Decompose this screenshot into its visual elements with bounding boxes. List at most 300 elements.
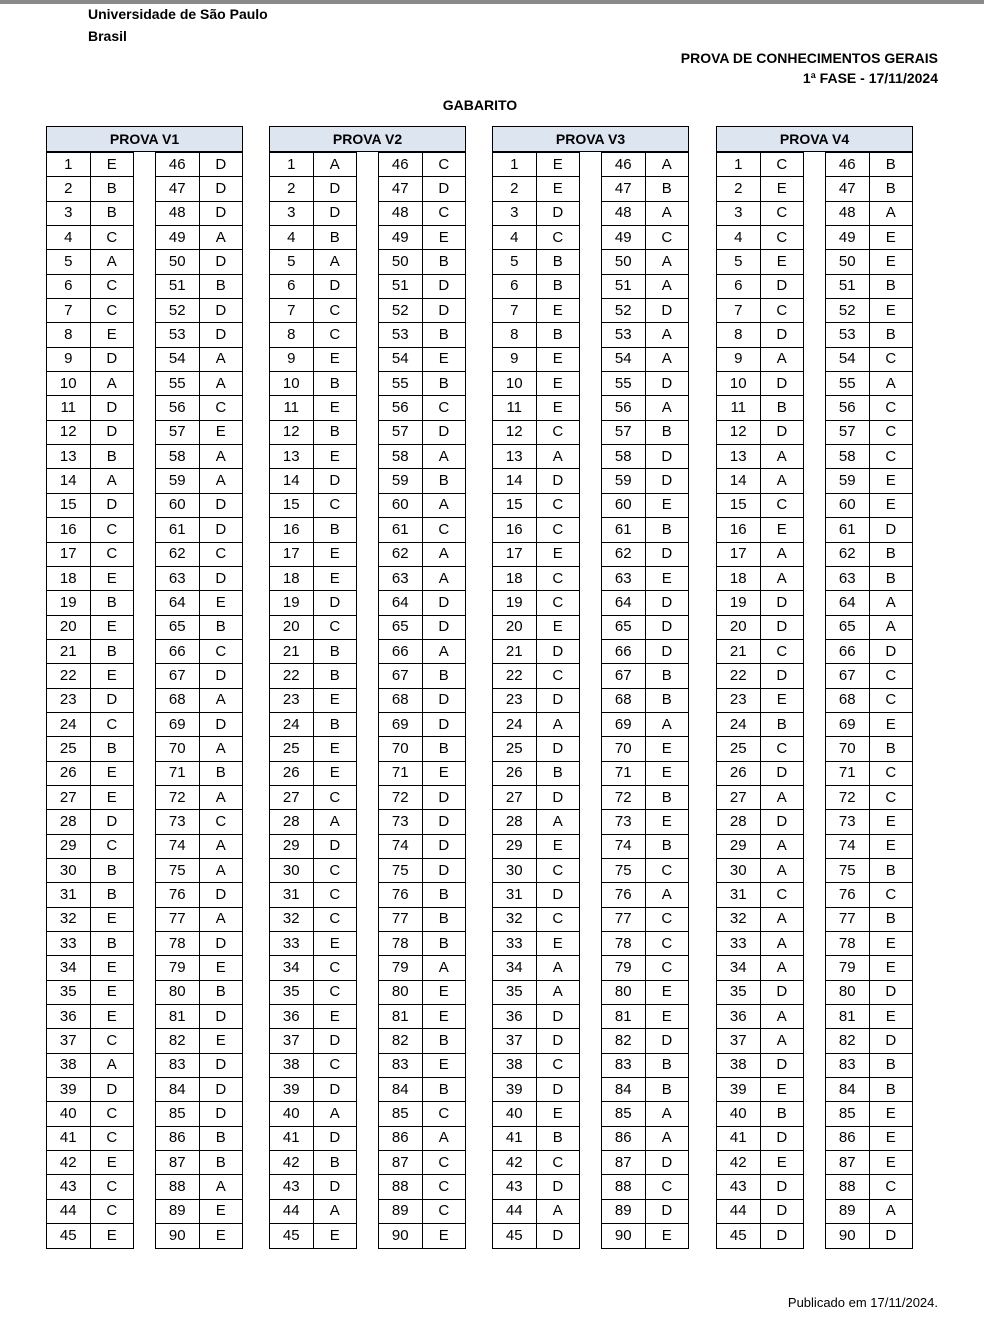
question-number: 81 [379,1005,423,1029]
answer-letter: E [536,834,580,858]
table-row [270,420,357,444]
table-row [156,1053,243,1077]
table-row [826,932,913,956]
table-row [602,737,689,761]
question-number: 53 [379,323,423,347]
question-number: 69 [826,712,870,736]
question-number: 48 [379,201,423,225]
answer-letter: E [422,226,466,250]
question-number: 5 [270,250,314,274]
question-number: 52 [156,299,200,323]
answer-letter: E [869,1005,913,1029]
table-row [270,518,357,542]
question-number: 44 [717,1199,761,1223]
answer-letter: C [645,226,689,250]
question-number: 23 [717,688,761,712]
question-number: 46 [602,153,646,177]
table-row [493,1005,580,1029]
question-number: 11 [270,396,314,420]
table-row [717,664,804,688]
answer-letter: B [422,664,466,688]
table-row [493,1029,580,1053]
answer-letter: B [645,785,689,809]
table-row [602,372,689,396]
answer-letter: A [199,1175,243,1199]
question-number: 56 [379,396,423,420]
answer-letter: E [645,1224,689,1249]
question-number: 80 [826,980,870,1004]
question-number: 34 [47,956,91,980]
table-row [47,664,134,688]
question-number: 61 [379,518,423,542]
answer-letter: D [199,323,243,347]
answer-letter: E [199,956,243,980]
question-number: 31 [717,883,761,907]
table-row [826,907,913,931]
table-row [47,810,134,834]
answer-letter: A [869,372,913,396]
question-number: 56 [602,396,646,420]
answer-letter: C [645,1175,689,1199]
table-row [717,1175,804,1199]
table-row [47,1078,134,1102]
table-row [156,615,243,639]
answer-letter: A [422,566,466,590]
answer-letter: A [199,372,243,396]
question-number: 17 [493,542,537,566]
question-number: 21 [493,639,537,663]
table-row [379,883,466,907]
question-number: 49 [826,226,870,250]
answer-letter: D [645,1199,689,1223]
table-row [602,153,689,177]
table-row [156,932,243,956]
answer-letter: B [313,639,357,663]
question-number: 4 [47,226,91,250]
question-number: 79 [156,956,200,980]
table-row [270,445,357,469]
table-row [156,858,243,882]
table-row [826,591,913,615]
question-number: 84 [602,1078,646,1102]
question-number: 60 [602,493,646,517]
table-row [493,1102,580,1126]
question-number: 34 [493,956,537,980]
question-number: 55 [156,372,200,396]
question-number: 51 [156,274,200,298]
answer-letter: C [313,299,357,323]
question-number: 18 [270,566,314,590]
answer-letter: E [90,1151,134,1175]
table-row [602,980,689,1004]
table-row [717,1102,804,1126]
question-number: 13 [717,445,761,469]
question-number: 76 [602,883,646,907]
answer-letter: A [422,1126,466,1150]
question-number: 72 [379,785,423,809]
answer-letter: D [313,1029,357,1053]
question-number: 10 [717,372,761,396]
table-row [493,274,580,298]
answer-letter: A [869,591,913,615]
answer-letter: C [645,907,689,931]
table-row [826,153,913,177]
table-row [270,858,357,882]
table-row [826,761,913,785]
table-row [493,761,580,785]
answer-letter: D [90,688,134,712]
table-row [156,785,243,809]
question-number: 40 [493,1102,537,1126]
published-date: Publicado em 17/11/2024. [787,1295,938,1310]
answer-letter: A [645,153,689,177]
question-number: 85 [826,1102,870,1126]
answer-letter: A [760,1029,804,1053]
table-row [156,347,243,371]
table-row [826,177,913,201]
question-number: 32 [47,907,91,931]
question-number: 26 [493,761,537,785]
answer-letter: A [869,1199,913,1223]
question-number: 8 [270,323,314,347]
answer-letter: E [90,956,134,980]
answer-letter: D [869,980,913,1004]
answer-letter: A [90,1053,134,1077]
question-number: 68 [156,688,200,712]
table-row [156,664,243,688]
table-row [156,956,243,980]
question-number: 39 [717,1078,761,1102]
table-row [493,542,580,566]
table-row [717,761,804,785]
table-row [156,201,243,225]
answer-letter: B [645,420,689,444]
table-row [270,1029,357,1053]
answer-letter: E [536,542,580,566]
question-number: 57 [602,420,646,444]
answer-letter: B [422,469,466,493]
answer-letter: B [422,907,466,931]
answer-letter: A [645,712,689,736]
table-row [717,518,804,542]
answer-letter: C [422,1102,466,1126]
question-number: 11 [47,396,91,420]
question-number: 16 [717,518,761,542]
table-row [826,372,913,396]
table-row [717,980,804,1004]
question-number: 1 [717,153,761,177]
table-row [156,469,243,493]
table-row [156,372,243,396]
answer-letter: E [869,834,913,858]
question-number: 6 [270,274,314,298]
answer-letter: D [199,201,243,225]
table-row [602,323,689,347]
table-row [270,932,357,956]
answer-letter: D [760,1053,804,1077]
answer-letter: D [645,299,689,323]
table-row [156,834,243,858]
question-number: 28 [493,810,537,834]
table-row [379,1175,466,1199]
answer-letter: E [869,469,913,493]
table-row [379,274,466,298]
answer-letter: D [199,493,243,517]
table-row [379,1151,466,1175]
table-row [493,1078,580,1102]
question-number: 13 [47,445,91,469]
answer-table-right [825,152,913,1249]
question-number: 62 [379,542,423,566]
question-number: 9 [47,347,91,371]
answer-letter: D [760,1175,804,1199]
table-row [717,396,804,420]
question-number: 77 [379,907,423,931]
question-number: 33 [493,932,537,956]
table-row [270,469,357,493]
question-number: 83 [602,1053,646,1077]
table-row [379,226,466,250]
answer-letter: E [536,153,580,177]
answer-letter: A [422,445,466,469]
answer-letter: D [313,591,357,615]
answer-letter: D [422,688,466,712]
table-row [270,737,357,761]
question-number: 20 [47,615,91,639]
table-row [602,785,689,809]
table-row [47,226,134,250]
table-row [379,1078,466,1102]
question-number: 8 [47,323,91,347]
question-number: 87 [602,1151,646,1175]
table-row [826,420,913,444]
answer-letter: C [760,493,804,517]
answer-letter: D [199,712,243,736]
table-row [493,785,580,809]
answer-letter: E [760,688,804,712]
answer-letter: B [422,372,466,396]
question-number: 3 [493,201,537,225]
answer-letter: E [313,1224,357,1249]
question-number: 86 [156,1126,200,1150]
answer-letter: D [90,347,134,371]
question-number: 10 [493,372,537,396]
answer-block-title: PROVA V3 [492,126,689,152]
answer-letter: E [869,493,913,517]
question-number: 11 [717,396,761,420]
table-row [717,907,804,931]
table-row [379,712,466,736]
answer-letter: E [313,347,357,371]
answer-block-title: PROVA V4 [716,126,913,152]
table-row [156,1102,243,1126]
answer-letter: C [313,956,357,980]
question-number: 58 [379,445,423,469]
table-row [493,1224,580,1249]
question-number: 29 [493,834,537,858]
answer-table-left [46,152,134,1249]
answer-letter: D [199,932,243,956]
table-row [602,177,689,201]
question-number: 52 [826,299,870,323]
question-number: 41 [493,1126,537,1150]
answer-letter: C [536,518,580,542]
answer-letter: D [313,177,357,201]
answer-letter: B [760,396,804,420]
answer-letter: D [645,615,689,639]
table-row [379,858,466,882]
question-number: 42 [493,1151,537,1175]
question-number: 84 [379,1078,423,1102]
answer-letter: D [422,858,466,882]
table-row [602,639,689,663]
question-number: 24 [493,712,537,736]
table-row [379,639,466,663]
question-number: 85 [602,1102,646,1126]
table-row [156,396,243,420]
answer-letter: B [90,177,134,201]
question-number: 54 [156,347,200,371]
question-number: 64 [602,591,646,615]
table-row [270,250,357,274]
question-number: 78 [156,932,200,956]
question-number: 65 [156,615,200,639]
table-row [156,1151,243,1175]
table-row [270,542,357,566]
answer-letter: A [536,712,580,736]
question-number: 57 [156,420,200,444]
question-number: 56 [156,396,200,420]
table-row [826,858,913,882]
question-number: 83 [156,1053,200,1077]
answer-letter: E [90,664,134,688]
table-row [379,177,466,201]
answer-letter: E [645,761,689,785]
answer-letter: B [536,323,580,347]
answer-letter: B [645,1078,689,1102]
answer-letter: E [869,226,913,250]
question-number: 5 [47,250,91,274]
question-number: 88 [156,1175,200,1199]
question-number: 12 [493,420,537,444]
answer-letter: B [422,932,466,956]
table-row [717,834,804,858]
answer-letter: B [313,712,357,736]
question-number: 47 [379,177,423,201]
table-row [717,445,804,469]
table-row [602,907,689,931]
question-number: 20 [717,615,761,639]
table-row [493,372,580,396]
question-number: 78 [826,932,870,956]
table-row [156,445,243,469]
answer-letter: B [90,445,134,469]
answer-letter: A [645,274,689,298]
answer-letter: C [422,1175,466,1199]
question-number: 72 [156,785,200,809]
answer-letter: A [760,445,804,469]
answer-letter: C [90,518,134,542]
table-row [47,153,134,177]
question-number: 47 [826,177,870,201]
table-row [493,201,580,225]
table-row [826,883,913,907]
question-number: 65 [826,615,870,639]
answer-letter: C [90,274,134,298]
table-row [826,1151,913,1175]
table-row [379,591,466,615]
table-row [47,639,134,663]
answer-letter: D [313,1126,357,1150]
answer-letter: A [645,323,689,347]
question-number: 89 [156,1199,200,1223]
question-number: 48 [156,201,200,225]
answer-letter: D [422,834,466,858]
answer-letter: A [760,469,804,493]
answer-letter: A [199,226,243,250]
question-number: 74 [156,834,200,858]
question-number: 54 [826,347,870,371]
question-number: 82 [379,1029,423,1053]
answer-letter: D [536,201,580,225]
table-row [270,299,357,323]
answer-letter: A [90,469,134,493]
table-row [602,615,689,639]
question-number: 82 [826,1029,870,1053]
question-number: 62 [826,542,870,566]
answer-letter: A [422,542,466,566]
answer-letter: E [90,1005,134,1029]
answer-letter: B [869,1053,913,1077]
question-number: 28 [47,810,91,834]
answer-letter: A [313,153,357,177]
question-number: 14 [717,469,761,493]
table-row [602,858,689,882]
question-number: 50 [156,250,200,274]
answer-letter: A [422,639,466,663]
table-row [602,834,689,858]
question-number: 44 [47,1199,91,1223]
table-row [717,785,804,809]
table-row [270,956,357,980]
answer-letter: D [645,469,689,493]
question-number: 76 [156,883,200,907]
question-number: 51 [826,274,870,298]
answer-block-title: PROVA V1 [46,126,243,152]
table-row [379,299,466,323]
question-number: 67 [379,664,423,688]
table-row [156,639,243,663]
table-row [826,250,913,274]
table-row [270,347,357,371]
answer-letter: D [536,737,580,761]
table-row [156,518,243,542]
question-number: 15 [493,493,537,517]
question-number: 2 [270,177,314,201]
table-row [47,420,134,444]
table-row [156,1078,243,1102]
question-number: 90 [826,1224,870,1249]
answer-letter: D [760,1199,804,1223]
answer-letter: B [199,1126,243,1150]
answer-letter: B [90,883,134,907]
table-row [379,664,466,688]
question-number: 9 [270,347,314,371]
answer-letter: B [422,1078,466,1102]
question-number: 87 [379,1151,423,1175]
answer-letter: A [645,201,689,225]
question-number: 63 [602,566,646,590]
